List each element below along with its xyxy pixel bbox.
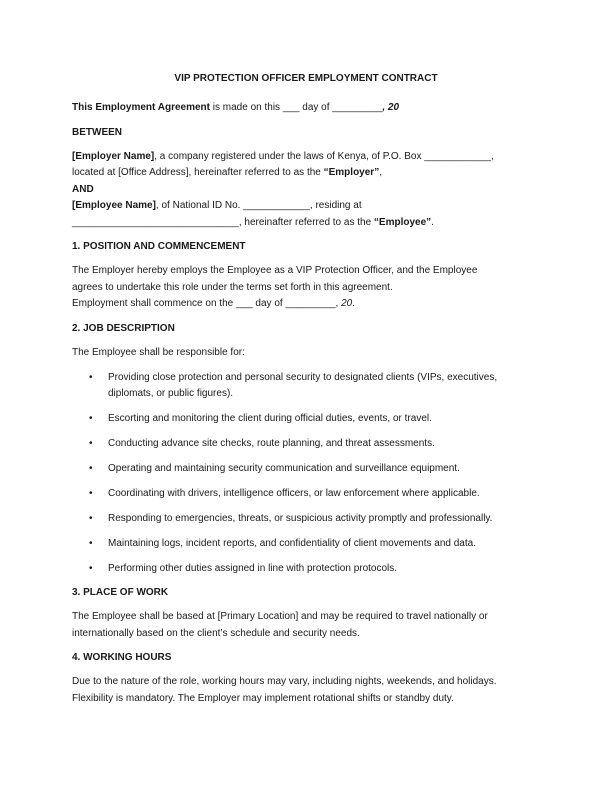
section-1-heading: 1. POSITION AND COMMENCEMENT xyxy=(72,241,246,252)
list-item: • Responding to emergencies, threats, or suspicious activity promptly and professionally. xyxy=(72,511,540,527)
section-1-line: The Employer hereby employs the Employee as a VIP Protection Officer, and the Employee xyxy=(72,265,478,276)
employer-line2-end: , xyxy=(379,167,382,178)
employee-line2-end: . xyxy=(431,216,434,228)
employee-line1: , of National ID No. ____________, residing at xyxy=(155,200,362,211)
section-1-body xyxy=(72,263,540,313)
bullet-icon: • xyxy=(89,463,93,474)
section-3-heading: 3. PLACE OF WORK xyxy=(72,587,169,598)
employee-name: [Employee Name] xyxy=(72,200,156,211)
section-3-line: The Employee shall be based at [Primary Location] and may be required to travel nationally or xyxy=(72,611,488,622)
bullet-icon: • xyxy=(89,438,93,449)
bullet-icon: • xyxy=(89,538,93,549)
section-4-heading: 4. WORKING HOURS xyxy=(72,652,172,663)
section-2-lead-text: The Employee shall be responsible for: xyxy=(72,346,245,358)
list-item: • Operating and maintaining security communication and surveillance equipment. xyxy=(72,461,540,477)
section-4-line: Flexibility is mandatory. The Employer may implement rotational shifts or standby duty. xyxy=(72,692,454,704)
section-4-body xyxy=(72,674,540,707)
employee-label: “Employee” xyxy=(373,216,432,228)
section-1-year: 20 xyxy=(341,298,353,309)
employer-line2: located at [Office Address], hereinafter referred to as the xyxy=(72,167,324,178)
list-item: • Escorting and monitoring the client during official duties, events, or travel. xyxy=(72,411,540,427)
list-item: • Providing close protection and personal security to designated clients (VIPs, executives, diplomats, or public figures). xyxy=(89,372,498,399)
list-item: • Conducting advance site checks, route planning, and threat assessments. xyxy=(72,436,540,452)
bullet-icon: • xyxy=(89,513,93,524)
list-item: • Performing other duties assigned in line with protection protocols. xyxy=(72,561,540,577)
section-4-line: Due to the nature of the role, working hours may vary, including nights, weekends, and holidays. xyxy=(72,676,497,687)
employee-line2: ______________________________, hereinafter referred to as the xyxy=(72,216,374,228)
section-1-end: . xyxy=(352,298,355,309)
bullet-icon: • xyxy=(89,488,93,499)
intro-bold: This Employment Agreement xyxy=(72,102,210,113)
parties-block xyxy=(72,149,540,232)
bullet-icon: • xyxy=(89,372,93,383)
section-3-body xyxy=(72,609,540,642)
bullet-icon: • xyxy=(89,563,93,574)
document-title: VIP PROTECTION OFFICER EMPLOYMENT CONTRACT xyxy=(174,73,438,84)
intro-year: , 20 xyxy=(382,102,400,113)
intro-paragraph xyxy=(72,100,540,117)
intro-text: is made on this ___ day of _________ xyxy=(210,102,383,113)
section-1-line: agrees to undertake this role under the terms set forth in this agreement. xyxy=(72,281,393,293)
duties-list xyxy=(72,370,540,577)
list-item: • Maintaining logs, incident reports, and confidentiality of client movements and data. xyxy=(72,536,540,552)
section-3-line: internationally based on the client’s schedule and security needs. xyxy=(72,627,360,639)
section-1-commence: Employment shall commence on the ___ day of _________, xyxy=(72,298,342,309)
employer-name: [Employer Name] xyxy=(72,150,155,162)
employer-line1: , a company registered under the laws of Kenya, of P.O. Box ____________, xyxy=(154,150,494,162)
section-2-heading: 2. JOB DESCRIPTION xyxy=(72,322,175,334)
section-2-lead xyxy=(72,345,540,362)
employer-label: “Employer” xyxy=(323,167,380,178)
and-label: AND xyxy=(72,183,94,195)
bullet-icon: • xyxy=(89,413,93,424)
between-heading: BETWEEN xyxy=(72,126,122,138)
list-item: • Coordinating with drivers, intelligence officers, or law enforcement where applicable. xyxy=(72,486,540,502)
